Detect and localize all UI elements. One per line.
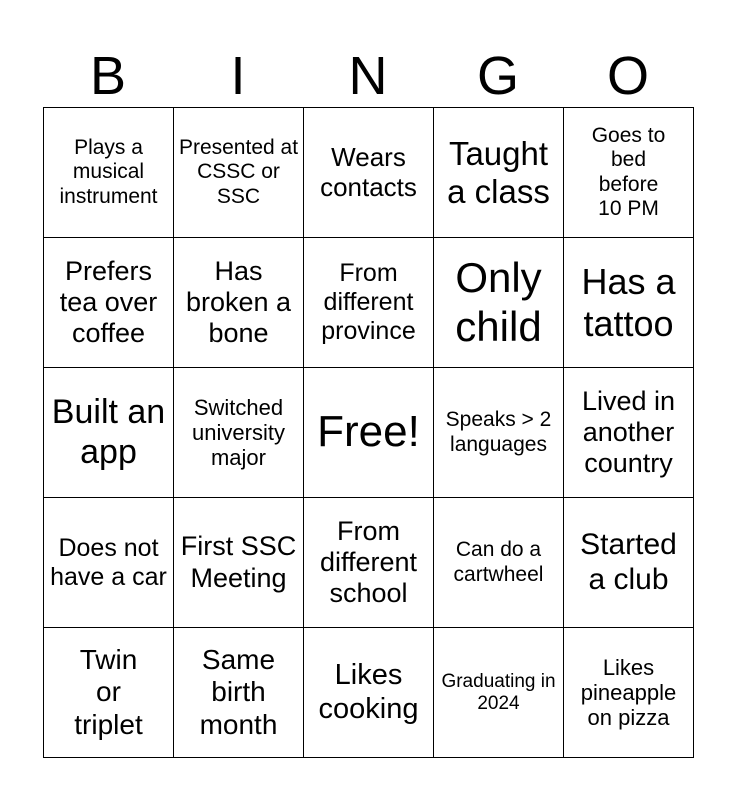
bingo-square[interactable]: Has a tattoo bbox=[564, 238, 694, 368]
bingo-square[interactable]: Graduating in 2024 bbox=[434, 628, 564, 758]
bingo-square[interactable]: Same birth month bbox=[174, 628, 304, 758]
bingo-square[interactable]: Likes pineapple on pizza bbox=[564, 628, 694, 758]
bingo-card bbox=[43, 107, 694, 758]
bingo-square[interactable]: From different province bbox=[304, 238, 434, 368]
free-square[interactable]: Free! bbox=[304, 368, 434, 498]
bingo-square[interactable]: Taught a class bbox=[434, 108, 564, 238]
bingo-square[interactable]: Has broken a bone bbox=[174, 238, 304, 368]
bingo-square[interactable]: Wears contacts bbox=[304, 108, 434, 238]
bingo-square[interactable]: Presented at CSSC or SSC bbox=[174, 108, 304, 238]
bingo-square[interactable]: Lived in another country bbox=[564, 368, 694, 498]
bingo-square[interactable]: Built an app bbox=[44, 368, 174, 498]
bingo-square[interactable]: First SSC Meeting bbox=[174, 498, 304, 628]
bingo-square[interactable]: Switched university major bbox=[174, 368, 304, 498]
header-letter-i: I bbox=[230, 46, 246, 106]
bingo-square[interactable]: Started a club bbox=[564, 498, 694, 628]
bingo-square[interactable]: Only child bbox=[434, 238, 564, 368]
bingo-square[interactable]: Speaks > 2 languages bbox=[434, 368, 564, 498]
bingo-square[interactable]: From different school bbox=[304, 498, 434, 628]
header-letter-o: O bbox=[606, 46, 649, 106]
bingo-square[interactable]: Likes cooking bbox=[304, 628, 434, 758]
header-letter-g: G bbox=[476, 46, 519, 106]
bingo-square[interactable]: Goes to bed before 10 PM bbox=[564, 108, 694, 238]
header-letter-b: B bbox=[89, 46, 127, 106]
bingo-square[interactable]: Plays a musical instrument bbox=[44, 108, 174, 238]
header-letter-n: N bbox=[348, 46, 388, 106]
bingo-square[interactable]: Prefers tea over coffee bbox=[44, 238, 174, 368]
bingo-header bbox=[43, 44, 693, 108]
bingo-square[interactable]: Twin or triplet bbox=[44, 628, 174, 758]
bingo-square[interactable]: Can do a cartwheel bbox=[434, 498, 564, 628]
bingo-square[interactable]: Does not have a car bbox=[44, 498, 174, 628]
